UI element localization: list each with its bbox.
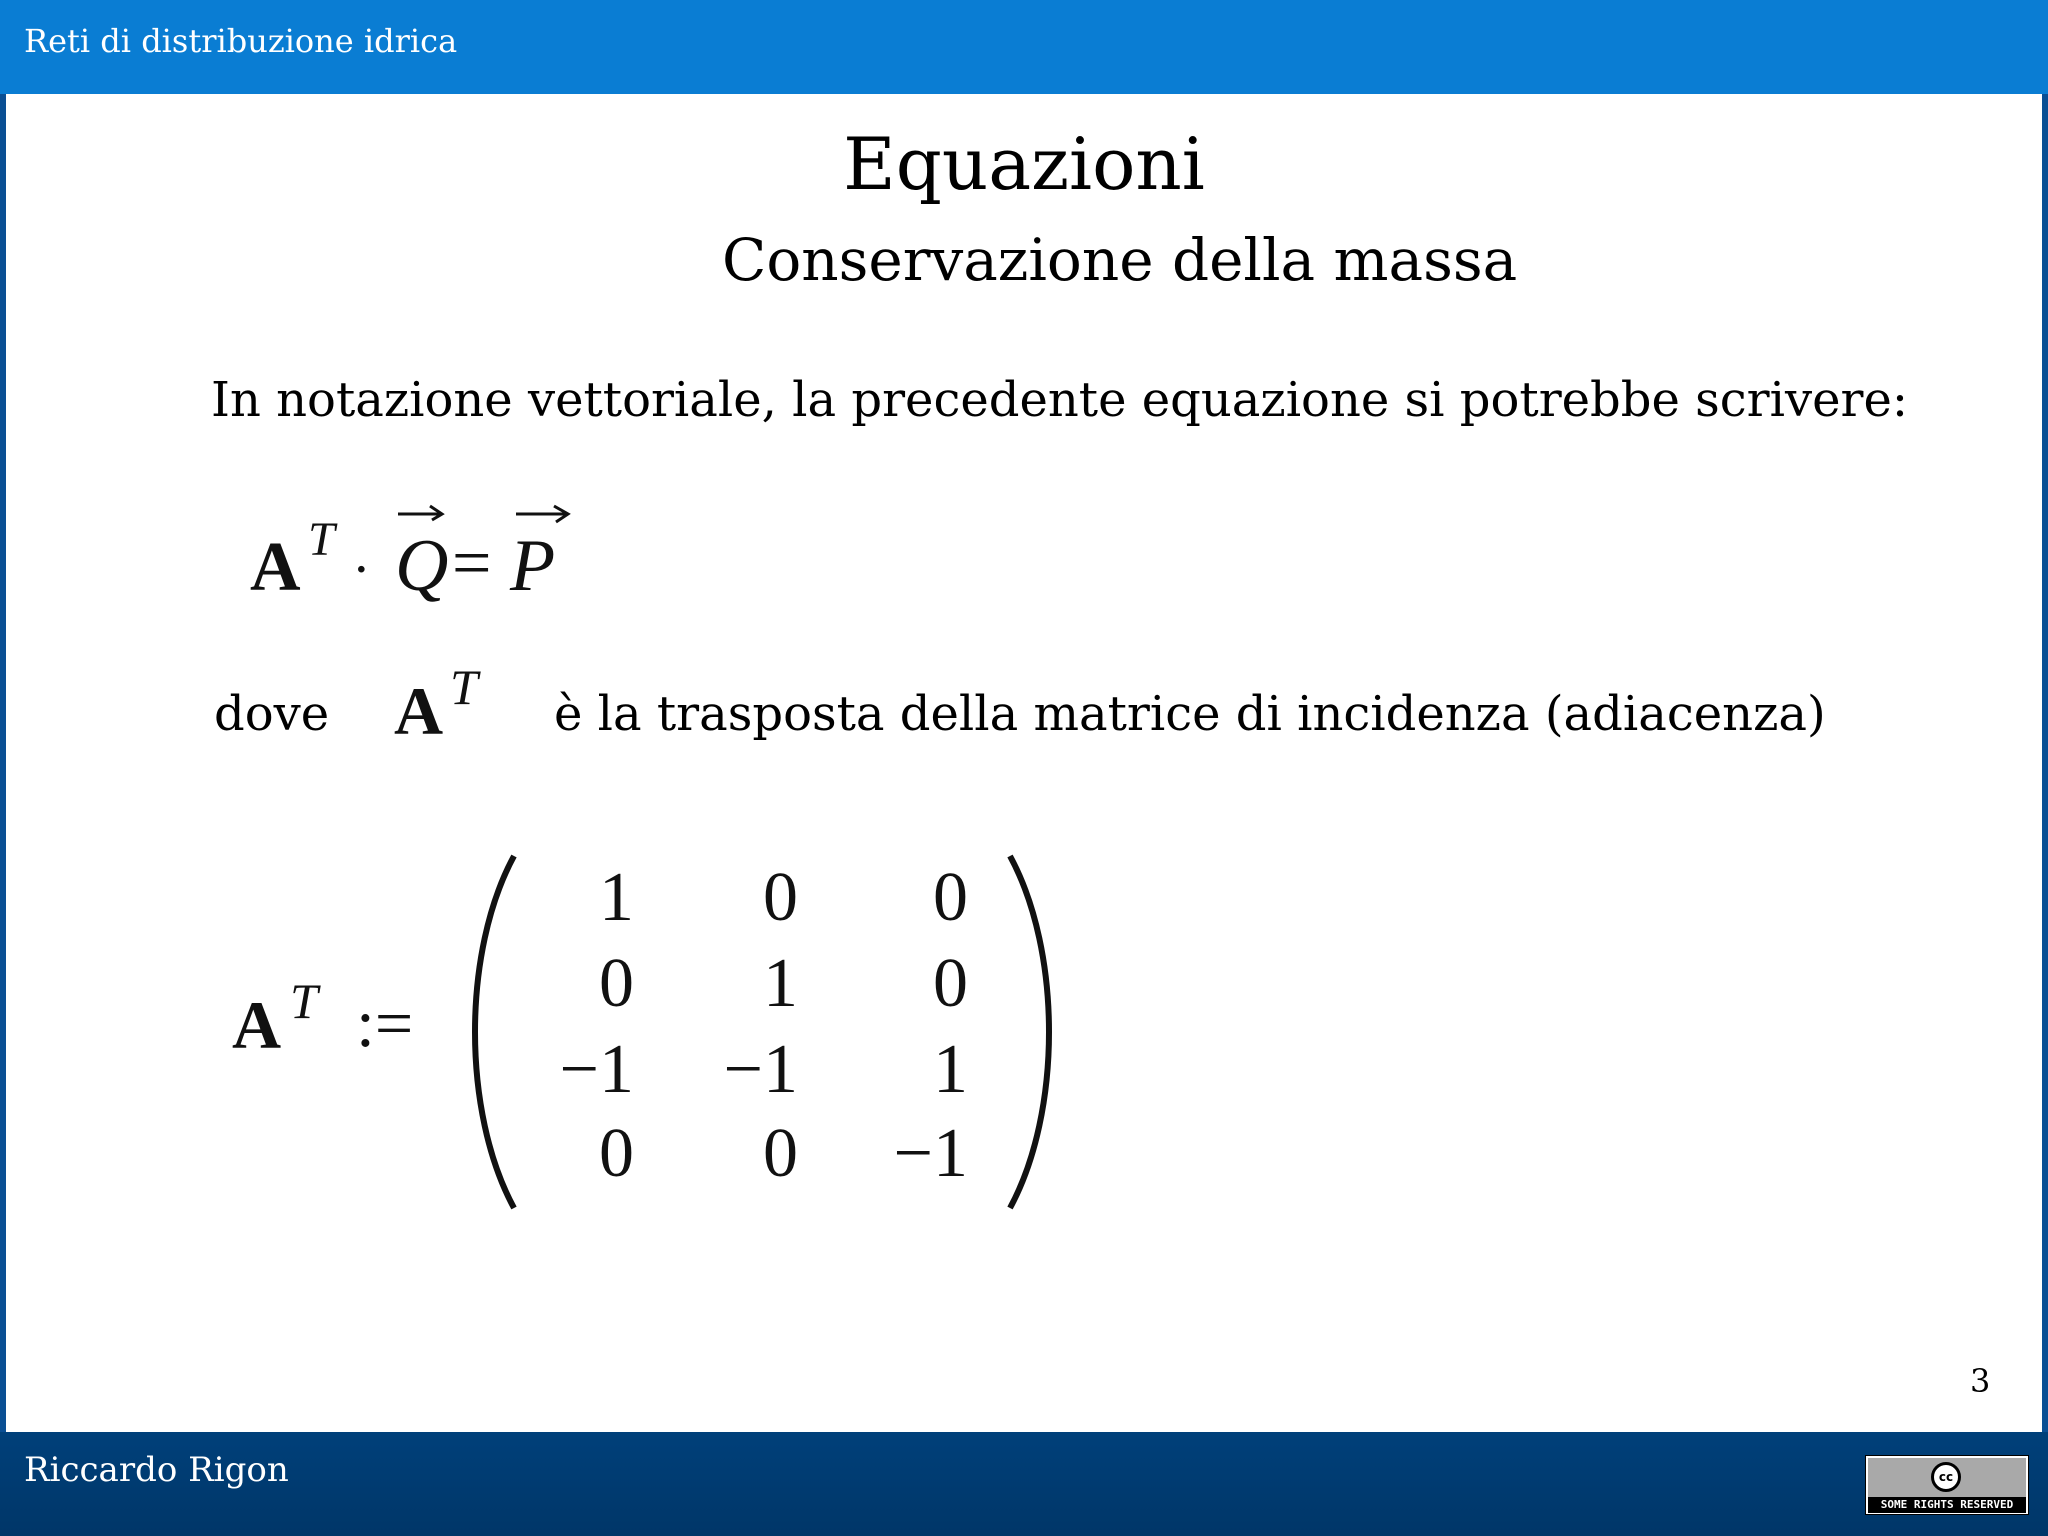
assign-operator: :=: [356, 985, 414, 1061]
presentation-title: Reti di distribuzione idrica: [24, 22, 458, 60]
vector-arrows: [250, 496, 690, 626]
flow-vector-symbol: Q: [395, 525, 449, 607]
matrix-cell: −1: [893, 1115, 968, 1192]
matrix-cell: 0: [763, 1115, 798, 1192]
intro-text: In notazione vettoriale, la precedente equazione si potrebbe scrivere:: [211, 372, 1909, 428]
matrix-cell: 0: [933, 945, 968, 1022]
license-text: SOME RIGHTS RESERVED: [1868, 1497, 2026, 1513]
creative-commons-badge[interactable]: [1866, 1456, 2028, 1514]
transpose-superscript: T: [308, 513, 335, 566]
dove-explanation: è la trasposta della matrice di incidenza (adiacenza): [554, 686, 1826, 742]
matrix-cell: 1: [763, 945, 798, 1022]
page-number: 3: [1970, 1362, 1991, 1400]
equals-sign: =: [452, 525, 492, 602]
matrix-cell: −1: [723, 1031, 798, 1108]
matrix-symbol: A: [394, 673, 444, 749]
matrix-cell: 1: [933, 1031, 968, 1108]
slide-title: Equazioni: [843, 122, 1205, 206]
matrix-symbol: A: [250, 529, 301, 606]
demand-vector-symbol: P: [510, 525, 556, 607]
matrix-cell: 0: [763, 859, 798, 936]
vector-equation: [250, 496, 690, 626]
transpose-superscript: T: [290, 973, 318, 1029]
transpose-superscript: T: [450, 659, 478, 715]
dove-word: dove: [214, 686, 330, 742]
creative-commons-icon: cc: [1931, 1462, 1961, 1492]
matrix-cell: 0: [599, 945, 634, 1022]
dove-matrix-symbol: [392, 659, 502, 766]
matrix-cell: 1: [599, 859, 634, 936]
matrix-definition-lhs: [230, 973, 450, 1080]
slide-subtitle: Conservazione della massa: [722, 226, 1518, 294]
dot-operator: ·: [352, 539, 371, 601]
matrix-cell: 0: [599, 1115, 634, 1192]
footer-bar: [0, 1432, 2048, 1536]
author-name: Riccardo Rigon: [24, 1450, 289, 1490]
matrix-cell: 0: [933, 859, 968, 936]
incidence-matrix: [468, 852, 1058, 1212]
matrix-cell: −1: [559, 1031, 634, 1108]
slide-canvas: [6, 94, 2042, 1432]
header-bar: [0, 0, 2048, 94]
matrix-symbol: A: [232, 987, 282, 1063]
